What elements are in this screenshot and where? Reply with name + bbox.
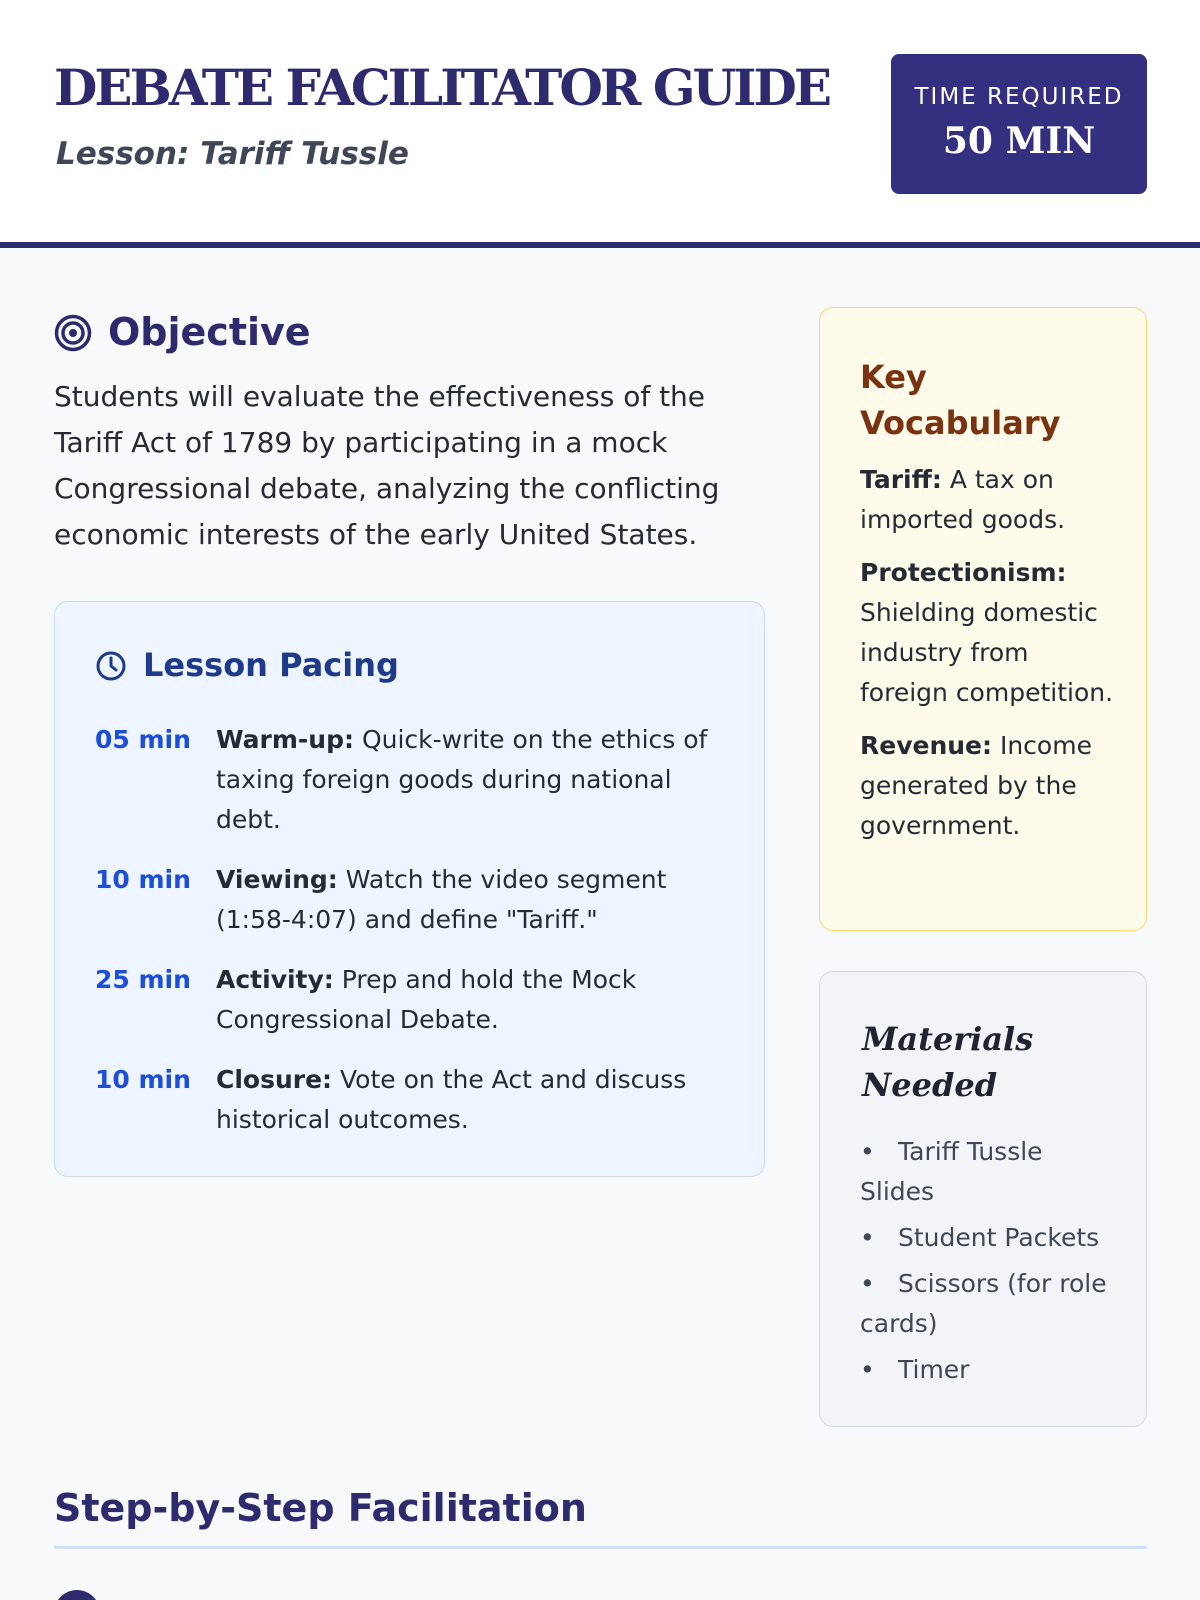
vocabulary-item — [860, 460, 1122, 540]
vocabulary-term: Revenue: — [860, 731, 993, 760]
lesson-pacing-card — [54, 601, 765, 1177]
list-item — [860, 1132, 1122, 1212]
pacing-description — [216, 1060, 736, 1140]
pacing-time: 25 min — [95, 965, 191, 994]
material-label: Student Packets — [898, 1223, 1100, 1252]
lesson-pacing-title: Lesson Pacing — [143, 646, 399, 684]
bullet-icon: • — [860, 1269, 875, 1298]
pacing-description — [216, 960, 736, 1040]
vocabulary-definition: A tax on imported goods. — [860, 465, 1066, 534]
bullet-icon: • — [860, 1223, 875, 1252]
page-title: DEBATE FACILITATOR GUIDE — [54, 58, 830, 117]
vocabulary-term: Tariff: — [860, 465, 942, 494]
step-by-step-title: Step-by-Step Facilitation — [54, 1486, 587, 1530]
material-label: Tariff Tussle Slides — [860, 1137, 1043, 1206]
pacing-step-name: Warm-up: — [216, 725, 355, 754]
key-vocabulary-card — [819, 307, 1147, 931]
pacing-time: 05 min — [95, 725, 191, 754]
pacing-step-text: Vote on the Act and discuss historical outcomes. — [216, 1065, 687, 1134]
vocabulary-item — [860, 726, 1122, 846]
pacing-description — [216, 860, 736, 940]
list-item — [860, 1218, 1122, 1258]
bullet-icon: • — [860, 1355, 875, 1384]
list-item — [860, 1264, 1122, 1344]
material-label: Scissors (for role cards) — [860, 1269, 1107, 1338]
step-number-marker — [54, 1590, 100, 1600]
objective-title: Objective — [108, 310, 311, 354]
vocabulary-list — [860, 460, 1122, 859]
bullet-icon: • — [860, 1137, 875, 1166]
vocabulary-definition: Shielding domestic industry from foreign competition. — [860, 598, 1114, 707]
materials-needed-title: Materials Needed — [862, 1020, 1034, 1104]
target-icon — [54, 314, 92, 352]
vocabulary-term: Protectionism: — [860, 558, 1067, 587]
material-label: Timer — [898, 1355, 970, 1384]
pacing-step-text: Quick-write on the ethics of taxing foreign goods during national debt. — [216, 725, 708, 834]
materials-list — [860, 1132, 1122, 1396]
objective-text: Students will evaluate the effectiveness of the Tariff Act of 1789 by participating in a mock Congressional debate, analyzing the conflicting economic interests of the early United States. — [54, 380, 720, 551]
lesson-subtitle: Lesson: Tariff Tussle — [56, 136, 409, 172]
pacing-time: 10 min — [95, 865, 191, 894]
pacing-step-text: Watch the video segment (1:58-4:07) and define "Tariff." — [216, 865, 667, 934]
page-header — [0, 0, 1200, 248]
list-item — [860, 1350, 1122, 1390]
pacing-step-name: Activity: — [216, 965, 334, 994]
pacing-step-text: Prep and hold the Mock Congressional Debate. — [216, 965, 637, 1034]
time-required-label: TIME REQUIRED — [914, 84, 1124, 110]
section-divider — [54, 1546, 1147, 1549]
pacing-description — [216, 720, 736, 840]
time-required-badge — [891, 54, 1147, 194]
key-vocabulary-title: Key Vocabulary — [860, 358, 1061, 442]
vocabulary-definition: Income generated by the government. — [860, 731, 1092, 840]
clock-icon — [95, 650, 127, 682]
materials-needed-card — [819, 971, 1147, 1427]
pacing-time: 10 min — [95, 1065, 191, 1094]
time-required-value: 50 MIN — [942, 120, 1096, 162]
pacing-step-name: Viewing: — [216, 865, 338, 894]
pacing-step-name: Closure: — [216, 1065, 333, 1094]
vocabulary-item — [860, 553, 1122, 713]
